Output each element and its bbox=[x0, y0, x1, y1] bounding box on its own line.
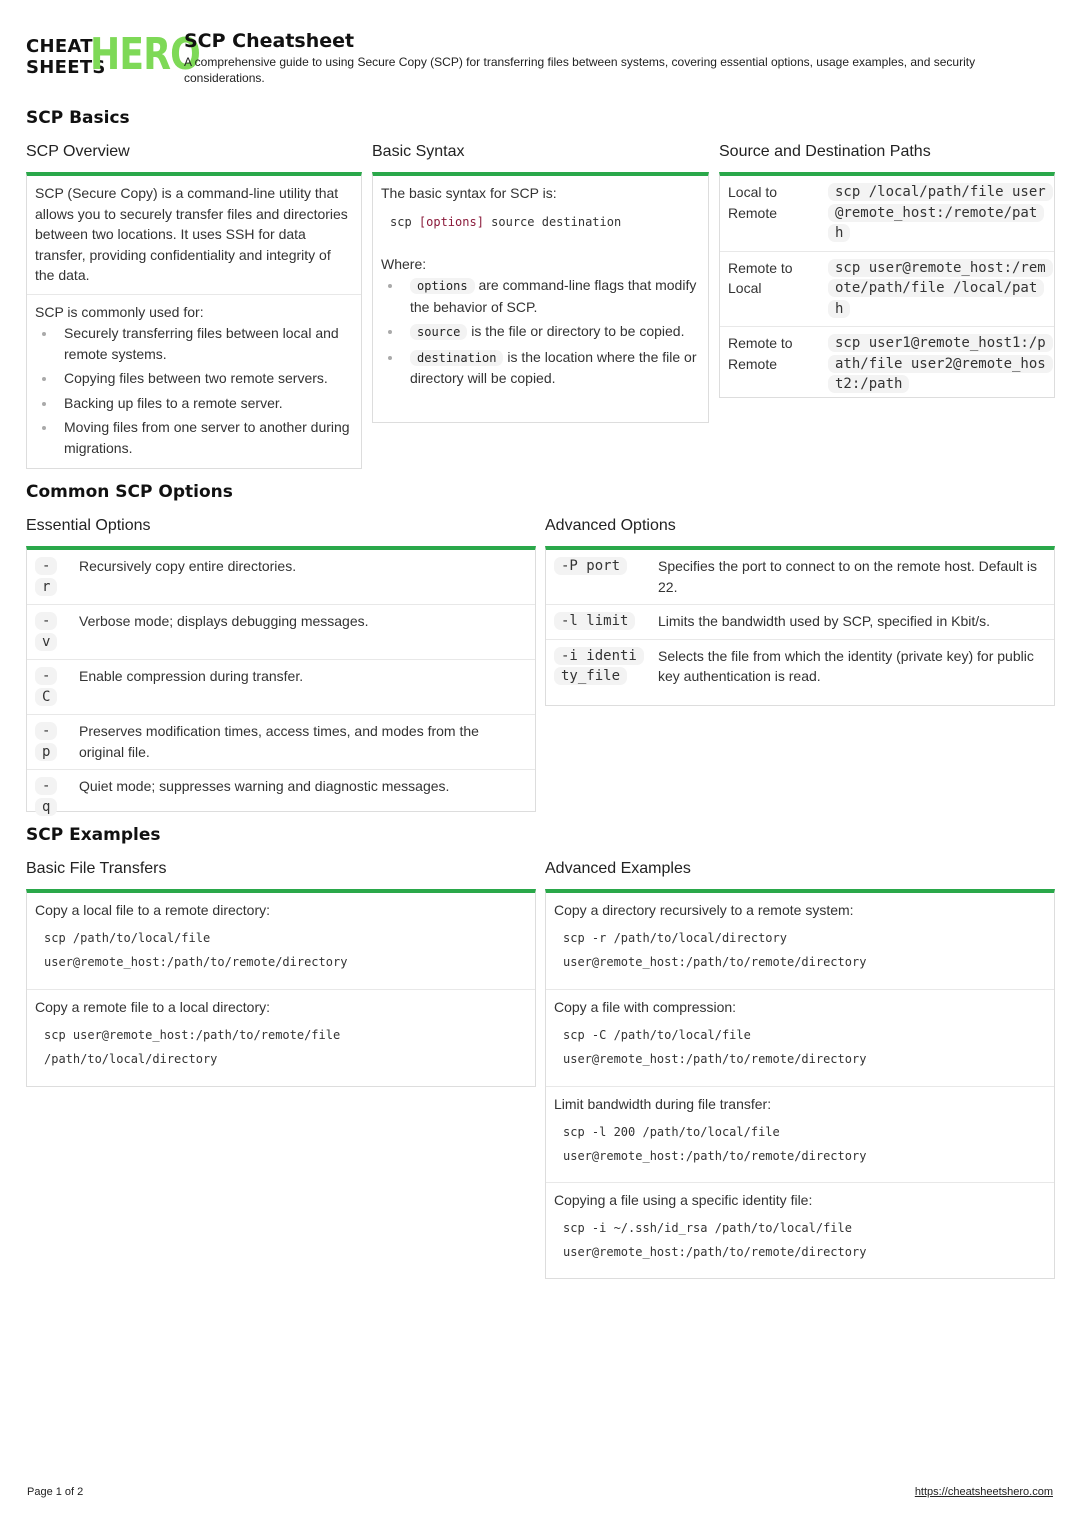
syntax-code bbox=[381, 210, 700, 234]
table-row bbox=[546, 605, 1054, 640]
card-title-overview: SCP Overview bbox=[26, 143, 130, 160]
example-label: Copy a file with compression: bbox=[554, 999, 737, 1015]
code-line: scp user@remote_host:/path/to/remote/file bbox=[44, 1027, 341, 1042]
option-desc: Verbose mode; displays debugging messages. bbox=[71, 605, 535, 660]
header-text bbox=[184, 30, 1054, 86]
syntax-list bbox=[381, 275, 700, 389]
list-item: Backing up files to a remote server. bbox=[35, 393, 353, 414]
example-code bbox=[554, 1216, 1046, 1264]
code-line: scp -l 200 /path/to/local/file bbox=[563, 1124, 780, 1139]
code-line: scp -r /path/to/local/directory bbox=[563, 930, 787, 945]
option-desc: Preserves modification times, access times, and modes from the original file. bbox=[71, 715, 535, 770]
section-title-basics: SCP Basics bbox=[26, 108, 130, 128]
code-line: scp -C /path/to/local/file bbox=[563, 1027, 751, 1042]
option-desc: Limits the bandwidth used by SCP, specified in Kbit/s. bbox=[650, 605, 1054, 640]
code-pill: -P port bbox=[554, 557, 627, 575]
option-flag bbox=[546, 550, 650, 605]
overview-paragraph: SCP (Secure Copy) is a command-line utility that allows you to securely transfer files and directories between two locations. It uses SSH for data transfer, providing confidentiality and integrity of the data. bbox=[27, 176, 361, 295]
code-line: user@remote_host:/path/to/remote/directory bbox=[563, 1148, 867, 1163]
table-row bbox=[27, 605, 535, 660]
card-advanced-options bbox=[545, 546, 1055, 706]
path-label: Remote to Remote bbox=[728, 335, 793, 372]
example-code bbox=[554, 1023, 1046, 1071]
path-code bbox=[820, 251, 1054, 327]
example-code bbox=[554, 1120, 1046, 1168]
list-item: Securely transferring files between local and remote systems. bbox=[35, 323, 353, 364]
page-description: A comprehensive guide to using Secure Copy (SCP) for transferring files between systems, covering essential options, usage examples, and security considerations. bbox=[184, 55, 976, 85]
page-number: Page 1 of 2 bbox=[27, 1486, 84, 1498]
option-flag bbox=[27, 605, 71, 660]
option-flag bbox=[546, 639, 650, 694]
code-token: source destination bbox=[483, 214, 622, 229]
code-pill: scp user1@remote_host1:/path/file user2@remote_host2:/path bbox=[828, 334, 1053, 393]
path-label: Remote to Local bbox=[720, 251, 820, 327]
card-title-advanced-options: Advanced Options bbox=[545, 517, 676, 534]
code-line: scp /path/to/local/file bbox=[44, 930, 211, 945]
card-syntax bbox=[372, 172, 709, 423]
list-item bbox=[381, 347, 700, 389]
list-item: Moving files from one server to another during migrations. bbox=[35, 417, 353, 458]
option-flag bbox=[27, 660, 71, 715]
code-pill: -r bbox=[35, 557, 57, 596]
code-token-options: [options] bbox=[418, 214, 484, 229]
site-link[interactable]: https://cheatsheetshero.com bbox=[914, 1486, 1053, 1498]
example-row bbox=[27, 893, 535, 990]
essential-table bbox=[27, 550, 535, 824]
option-flag bbox=[546, 605, 650, 640]
example-row bbox=[546, 1087, 1054, 1183]
table-row bbox=[720, 176, 1054, 251]
card-essential-options bbox=[26, 546, 536, 815]
list-item: Copying files between two remote servers. bbox=[35, 368, 353, 389]
page-title: SCP Cheatsheet bbox=[184, 30, 355, 52]
example-code bbox=[35, 1023, 527, 1071]
example-code bbox=[554, 926, 1046, 974]
path-code bbox=[820, 176, 1054, 251]
advanced-options-table bbox=[546, 550, 1054, 694]
paths-table bbox=[720, 176, 1054, 402]
example-row bbox=[546, 1183, 1054, 1275]
example-row bbox=[27, 990, 535, 1086]
example-row bbox=[546, 893, 1054, 990]
code-pill: -v bbox=[35, 612, 57, 651]
item-text: are command-line flags that modify the behavior of SCP. bbox=[410, 277, 697, 315]
uses-intro: SCP is commonly used for: bbox=[35, 303, 204, 320]
table-row bbox=[720, 327, 1054, 402]
card-basic-transfers bbox=[26, 889, 536, 1087]
card-title-essential: Essential Options bbox=[26, 517, 151, 534]
syntax-where: Where: bbox=[381, 255, 427, 272]
overview-uses bbox=[27, 295, 361, 471]
example-label: Copying a file using a specific identity file: bbox=[554, 1192, 813, 1208]
code-line: user@remote_host:/path/to/remote/directory bbox=[44, 954, 348, 969]
logo-line1: CHEAT bbox=[26, 36, 93, 57]
code-pill: destination bbox=[410, 350, 503, 366]
example-label: Copy a directory recursively to a remote system: bbox=[554, 902, 854, 918]
syntax-intro: The basic syntax for SCP is: bbox=[381, 185, 557, 201]
code-pill: -p bbox=[35, 722, 57, 761]
example-label: Copy a local file to a remote directory: bbox=[35, 902, 270, 918]
table-row bbox=[27, 770, 535, 825]
code-line: /path/to/local/directory bbox=[44, 1051, 218, 1066]
option-desc: Quiet mode; suppresses warning and diagnostic messages. bbox=[79, 778, 450, 794]
item-text: is the location where the file or directory will be copied. bbox=[410, 348, 697, 386]
example-code bbox=[35, 926, 527, 974]
code-line: user@remote_host:/path/to/remote/directory bbox=[563, 954, 867, 969]
code-pill: scp user@remote_host:/remote/path/file /local/path bbox=[828, 259, 1053, 318]
example-row bbox=[546, 990, 1054, 1087]
logo-hero: HERO bbox=[90, 29, 201, 80]
code-pill: -l limit bbox=[554, 612, 635, 630]
card-overview bbox=[26, 172, 362, 469]
example-label: Limit bandwidth during file transfer: bbox=[554, 1096, 772, 1112]
code-line: scp -i ~/.ssh/id_rsa /path/to/local/file bbox=[563, 1220, 852, 1235]
card-title-paths: Source and Destination Paths bbox=[719, 143, 931, 160]
card-paths bbox=[719, 172, 1055, 398]
syntax-body bbox=[373, 176, 708, 401]
code-pill: scp /local/path/file user@remote_host:/remote/path bbox=[828, 183, 1053, 242]
card-title-basic-transfers: Basic File Transfers bbox=[26, 860, 167, 877]
logo-line2: SHEETS bbox=[26, 57, 106, 78]
list-item bbox=[381, 321, 700, 343]
table-row bbox=[27, 660, 535, 715]
page-header bbox=[26, 30, 1056, 90]
table-row bbox=[720, 251, 1054, 327]
path-label: Local to Remote bbox=[720, 176, 820, 251]
code-pill: -i identity_file bbox=[554, 647, 644, 686]
section-title-options: Common SCP Options bbox=[26, 482, 233, 502]
code-token: scp bbox=[390, 214, 419, 229]
option-flag bbox=[27, 550, 71, 605]
table-row bbox=[546, 639, 1054, 694]
option-desc: Enable compression during transfer. bbox=[71, 660, 535, 715]
code-pill: -q bbox=[35, 777, 57, 816]
code-line: user@remote_host:/path/to/remote/directory bbox=[563, 1051, 867, 1066]
path-code bbox=[820, 327, 1054, 402]
option-desc: Specifies the port to connect to on the remote host. Default is 22. bbox=[650, 550, 1054, 605]
table-row bbox=[546, 550, 1054, 605]
card-advanced-examples bbox=[545, 889, 1055, 1279]
cheatsheets-hero-logo[interactable] bbox=[26, 29, 201, 80]
code-pill: -C bbox=[35, 667, 57, 706]
code-pill: source bbox=[410, 324, 467, 340]
table-row bbox=[27, 715, 535, 770]
uses-list bbox=[35, 323, 353, 458]
item-text: is the file or directory to be copied. bbox=[471, 323, 685, 339]
table-row bbox=[27, 550, 535, 605]
card-title-advanced-examples: Advanced Examples bbox=[545, 860, 691, 877]
option-desc: Recursively copy entire directories. bbox=[71, 550, 535, 605]
list-item bbox=[381, 275, 700, 317]
card-title-syntax: Basic Syntax bbox=[372, 143, 465, 160]
example-label: Copy a remote file to a local directory: bbox=[35, 999, 270, 1015]
section-title-examples: SCP Examples bbox=[26, 825, 161, 845]
option-desc: Selects the file from which the identity (private key) for public key authentication is read. bbox=[658, 647, 1034, 684]
code-pill: options bbox=[410, 278, 475, 294]
option-flag bbox=[27, 715, 71, 770]
option-flag bbox=[27, 770, 71, 825]
code-line: user@remote_host:/path/to/remote/directory bbox=[563, 1244, 867, 1259]
